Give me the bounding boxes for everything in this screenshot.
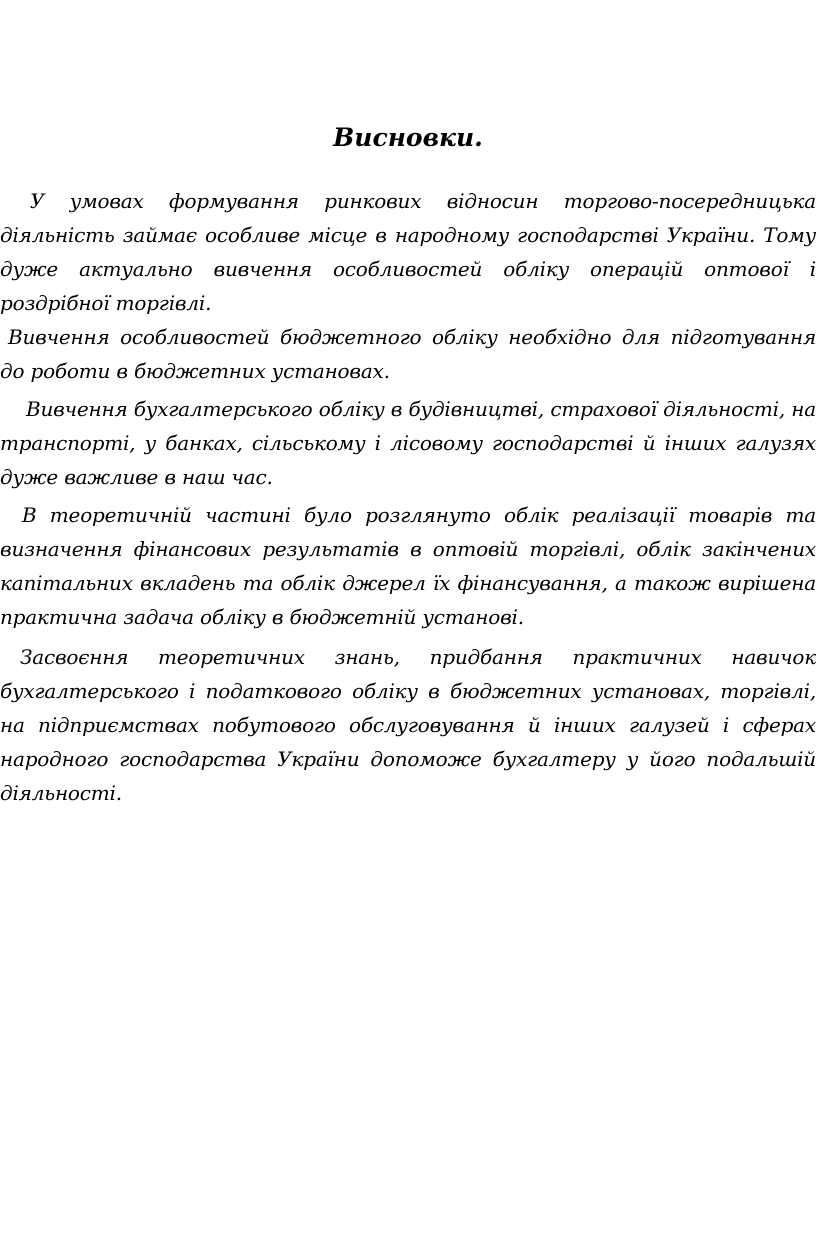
paragraph-theoretical-part: В теоретичній частині було розглянуто облік реалізації товарів та визначення фінансових результатів в оптовій торгівлі, облік закінчених капітальних вкладень та облік джерел їх фінансування, а також вирішена практична задача обліку в бюджетній установі.: [0, 503, 816, 629]
page-title: Висновки.: [333, 123, 483, 152]
paragraph-industry-accounting: Вивчення бухгалтерського обліку в будівництві, страхової діяльності, на транспорті, у банках, сільському і лісовому господарстві й інших галузях дуже важливе в наш час.: [0, 397, 816, 489]
paragraph-budget-accounting: Вивчення особливостей бюджетного обліку необхідно для підготування до роботи в бюджетних установах.: [0, 325, 816, 383]
paragraph-market-relations: У умовах формування ринкових відносин торгово-посередницька діяльність займає особливе місце в народному господарстві України. Тому дуже актуально вивчення особливостей обліку операцій оптової і роздрібної торгівлі.: [0, 189, 816, 315]
document-body: [0, 184, 816, 810]
paragraph-skills: Засвоєння теоретичних знань, придбання практичних навичок бухгалтерського і податкового обліку в бюджетних установах, торгівлі, на підприємствах побутового обслуговування й інших галузей і сферах народного господарства України допоможе бухгалтеру у його подальшій діяльності.: [0, 645, 816, 805]
